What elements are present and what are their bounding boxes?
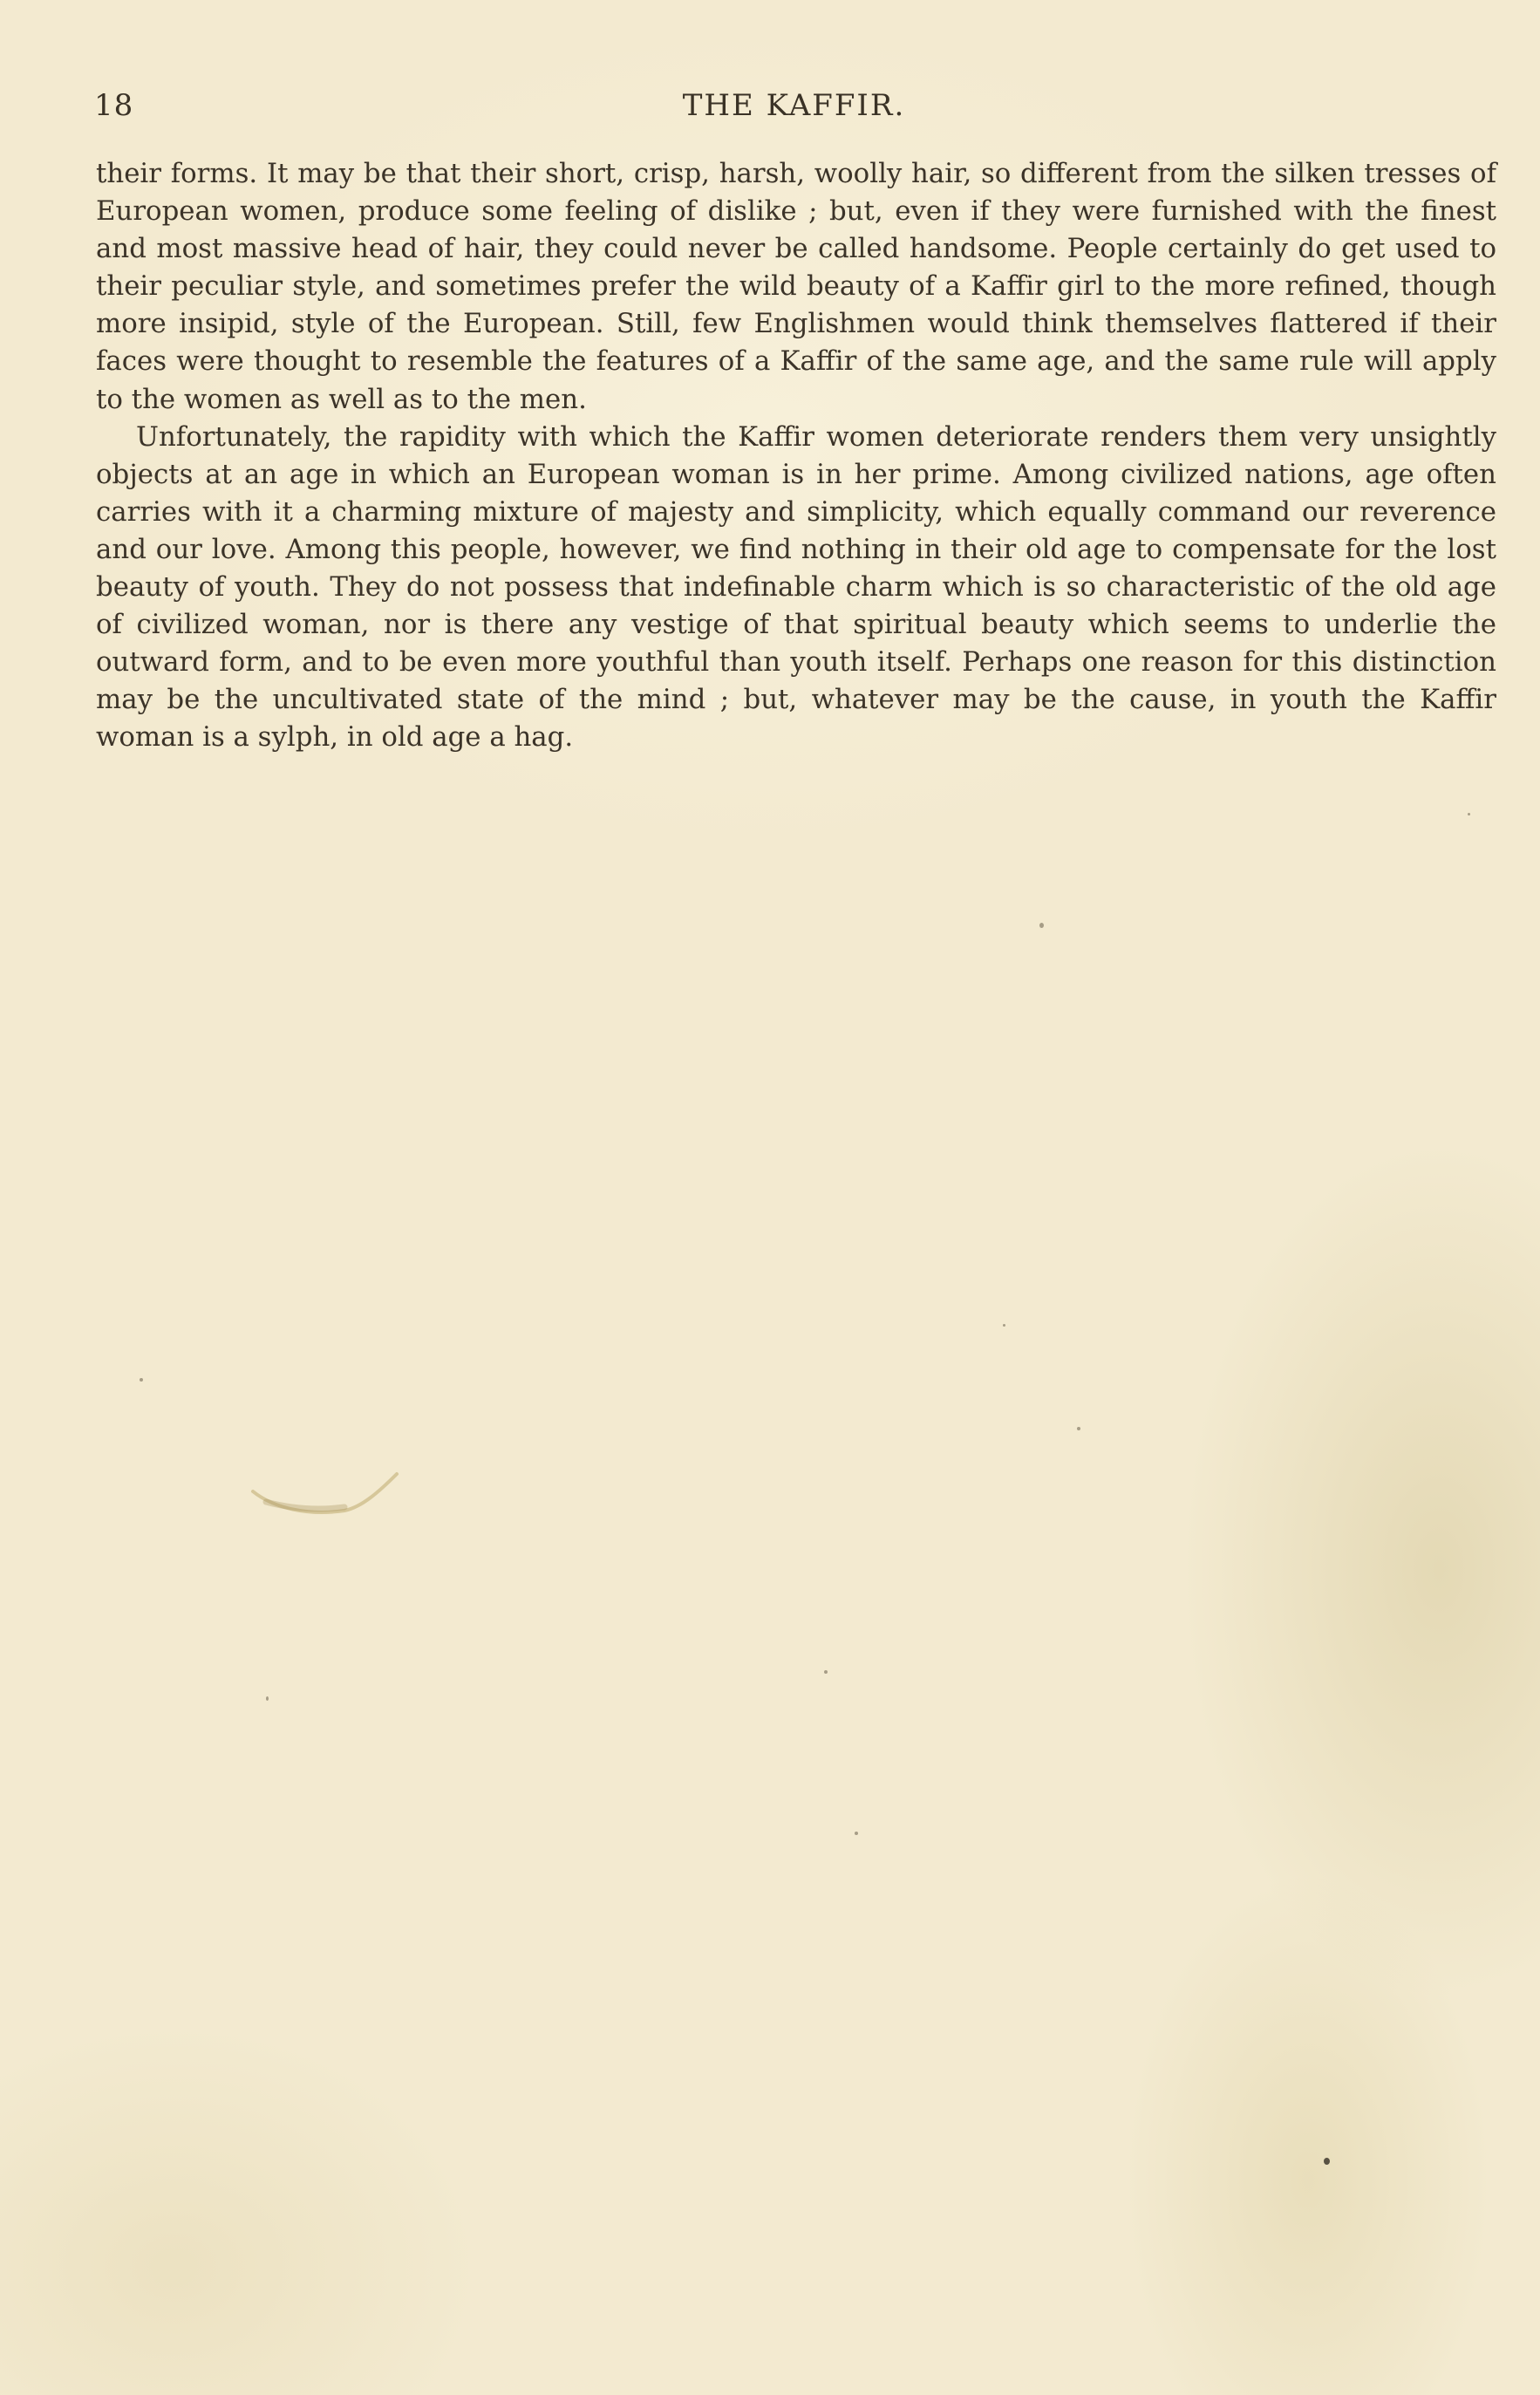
page-number: 18	[94, 88, 134, 123]
body-text	[96, 155, 1496, 757]
paper-speck	[140, 1378, 143, 1382]
paper-speck	[1077, 1427, 1080, 1430]
paper-speck	[1468, 813, 1470, 815]
pencil-stain	[249, 1465, 405, 1518]
paper-speck	[266, 1696, 269, 1701]
running-head	[94, 84, 1494, 127]
paragraph-1: their forms. It may be that their short, crisp, harsh, woolly hair, so different from the silken tresses of European women, produce some feeling of dislike ; but, even if they were furnished with the finest and most massive head of hair, they could never be called handsome. People certainly do get used to their peculiar style, and sometimes prefer the wild beauty of a Kaffir girl to the more refined, though more insipid, style of the European. Still, few Englishmen would think themselves flattered if their faces were thought to resemble the features of a Kaffir of the same age, and the same rule will apply to the women as well as to the men.	[96, 158, 1496, 415]
paper-speck	[1324, 2158, 1330, 2165]
paper-speck	[824, 1670, 828, 1674]
paper-speck	[1003, 1324, 1005, 1327]
paragraph-2: Unfortunately, the rapidity with which the Kaffir women deteriorate renders them very unsightly objects at an age in which an European woman is in her prime. Among civilized nations, age often carries with it a charming mixture of majesty and simplicity, which equally command our reverence and our love. Among this people, however, we find nothing in their old age to compensate for the lost beauty of youth. They do not possess that indefinable charm which is so characteristic of the old age of civilized woman, nor is there any vestige of that spiritual beauty which seems to underlie the outward form, and to be even more youthful than youth itself. Perhaps one reason for this distinction may be the uncultivated state of the mind ; but, whatever may be the cause, in youth the Kaffir woman is a sylph, in old age a hag.	[96, 420, 1496, 754]
paper-speck	[855, 1832, 858, 1835]
running-title: THE KAFFIR.	[682, 88, 906, 123]
paper-speck	[1039, 923, 1044, 928]
